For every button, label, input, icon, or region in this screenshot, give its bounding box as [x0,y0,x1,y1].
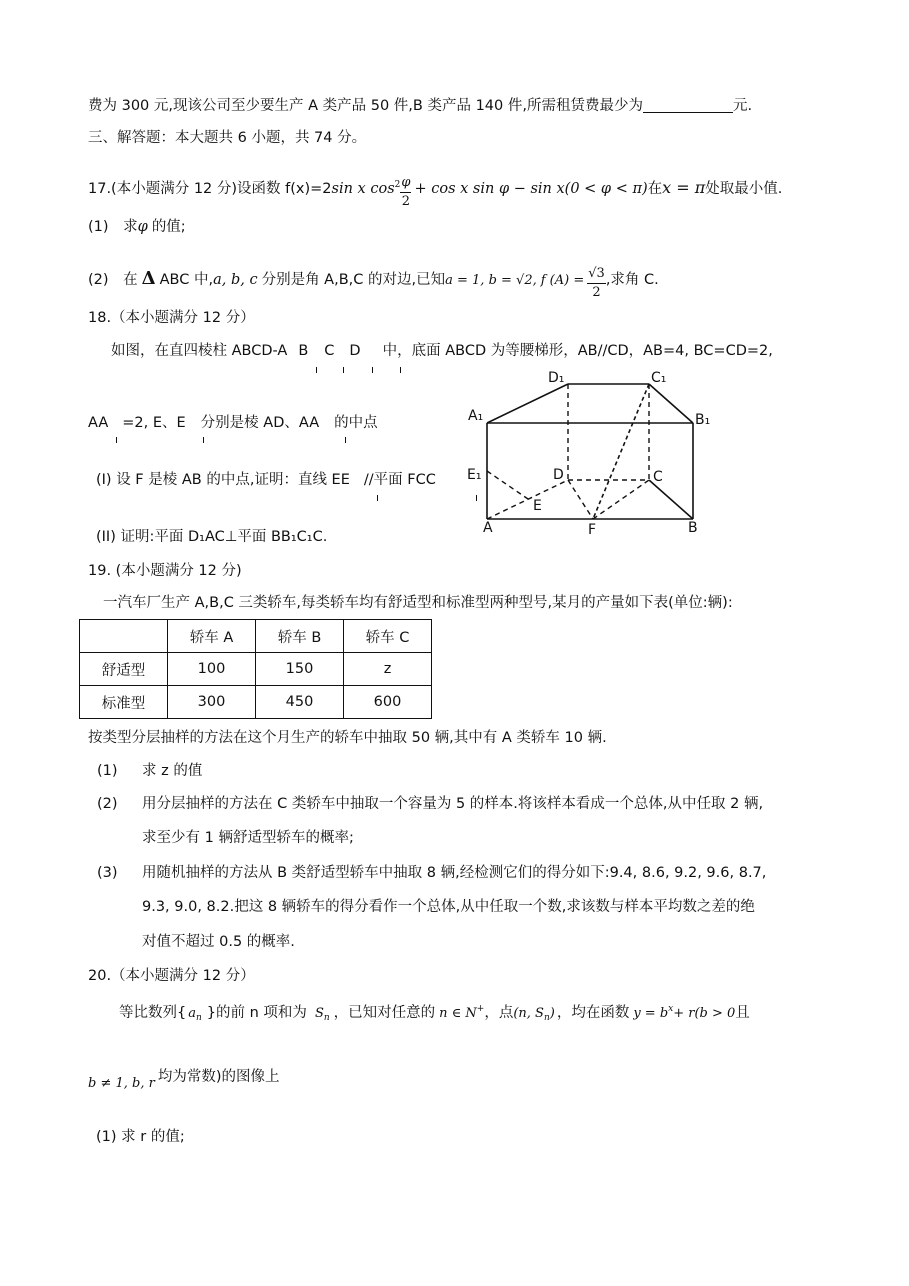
carryover-unit: 元. [732,98,753,114]
q20-l2-cond: b ≠ 1, b, r [88,1076,155,1091]
table-cell: z [344,653,432,686]
q17-statement [88,174,782,211]
q17-given: a = 1, b = √2, [445,273,537,288]
subscript-tick [116,437,117,443]
table-cell: 舒适型 [80,653,168,686]
q19-part3-num: (3) [97,865,118,881]
q17-lead: 17.(本小题满分 12 分)设函数 f(x)=2 [88,181,332,197]
q20-point-sub: n [543,1013,550,1023]
q18-l2-b: =2, E、E [122,415,186,431]
q18-l1-e: 中，底面 ABCD 为等腰梯形，AB//CD，AB=4, BC=CD=2, [382,343,773,359]
q20-fn: y = b [633,1006,669,1021]
q20-point: (n, S [513,1006,544,1021]
label-B1: B₁ [695,412,711,428]
q17-part2-b: ABC 中, [159,272,214,288]
q20-l1-a: 等比数列{ [119,1005,187,1021]
subscript-tick [316,367,317,373]
label-C1: C₁ [651,370,667,386]
q20-an: a [188,1006,196,1021]
label-C: C [653,469,663,485]
q18-line1 [111,344,773,359]
q18-l2-a: AA [88,415,109,431]
table-header-cell [80,620,168,653]
q17-part2-num: (2) [88,272,109,288]
q18-l1-a: 如图，在直四棱柱 ABCD-A [111,343,288,359]
label-E: E [533,498,542,514]
q20-point-end: ) [549,1006,555,1021]
table-header-cell: 轿车 A [168,620,256,653]
subscript-tick [343,367,344,373]
q20-l1-f: 且 [735,1005,750,1021]
q17-sides: a, b, c [213,272,258,288]
edge-c1-b1 [649,384,693,423]
q19-after-table: 按类型分层抽样的方法在这个月生产的轿车中抽取 50 辆,其中有 A 类轿车 10 辆. [88,730,607,746]
table-row [80,686,432,719]
table-row [80,653,432,686]
q17-p2-frac-den: 2 [592,285,601,300]
table-header-cell: 轿车 C [344,620,432,653]
q19-part1: 求 z 的值 [142,763,203,779]
label-A1: A₁ [468,408,484,424]
q17-part1-phi: φ [137,219,148,235]
q20-l2-a: 均为常数)的图像上 [157,1069,280,1085]
edge-b-c [649,480,693,519]
q17-function-b: + cos x sin φ − sin x(0 < φ < π) [414,181,648,197]
q18-l2-d: 的中点 [334,415,378,431]
subscript-tick [203,437,204,443]
q17-part1-a: 求 [123,219,138,235]
q17-frac-num: φ [400,174,411,193]
q17-part1 [88,220,186,235]
segment-c1-f [593,384,649,519]
q20-fn-sup: x [668,1004,674,1014]
table-cell: 标准型 [80,686,168,719]
label-F: F [588,522,597,538]
carryover-line [88,98,752,114]
q17-fraction [400,174,411,211]
edge-a1-d1 [487,384,568,423]
subscript-tick [345,437,346,443]
label-A: A [483,520,493,536]
label-D1: D₁ [548,370,565,386]
q20-l1-e: ，均在函数 [556,1005,630,1021]
q18-l1-b: B [298,343,309,359]
prism-figure [460,362,720,542]
label-D: D [553,467,564,483]
table-cell: 600 [344,686,432,719]
table-cell: 150 [256,653,344,686]
q19-part2-line1: 用分层抽样的方法在 C 类轿车中抽取一个容量为 5 的样本.将该样本看成一个总体,从中任取 2 辆, [142,796,764,812]
label-B: B [688,520,698,536]
q17-part2-a: 在 [123,272,138,288]
table-cell: 300 [168,686,256,719]
q18-header: 18.（本小题满分 12 分） [88,310,255,326]
q18-l1-d: D [349,343,361,359]
q19-part2-line2: 求至少有 1 辆舒适型轿车的概率; [142,830,354,846]
q20-sn: S [314,1006,324,1021]
q17-part2 [88,265,659,302]
q17-mid: 在 [647,181,663,197]
q19-part3-line3: 对值不超过 0.5 的概率. [142,934,295,950]
q17-function-sup: 2 [394,180,401,190]
q17-fa: f (A) = [540,273,585,288]
production-table [79,619,432,719]
q17-triangle-symbol: Δ [141,268,156,289]
q19-part1-num: (1) [97,763,118,779]
label-E1: E₁ [467,467,482,483]
q19-part3-line1: 用随机抽样的方法从 B 类舒适型轿车中抽取 8 辆,经检测它们的得分如下:9.4, 8.6, 9.2, 9.6, 8.7, [142,865,767,881]
answer-blank [643,98,733,113]
q18-part2: (II) 证明:平面 D₁AC⊥平面 BB₁C₁C. [96,529,328,545]
q19-intro: 一汽车厂生产 A,B,C 三类轿车,每类轿车均有舒适型和标准型两种型号,某月的产量如下表(单位:辆): [103,595,733,611]
q19-part3-line2: 9.3, 9.0, 8.2.把这 8 辆轿车的得分看作一个总体,从中任取一个数,求该数与样本平均数之差的绝 [142,899,755,915]
q18-line2 [88,416,378,431]
subscript-tick [372,367,373,373]
q19-part2-num: (2) [97,796,118,812]
q19-header: 19. (本小题满分 12 分) [88,563,242,579]
segment-d-f [568,480,593,519]
table-cell: 100 [168,653,256,686]
section-heading: 三、解答题：本大题共 6 小题，共 74 分。 [88,130,367,146]
q17-part2-c: 分别是角 A,B,C 的对边,已知 [261,272,446,288]
q20-part1: (1) 求 r 的值; [96,1129,185,1145]
q18-part1-a: (I) 设 F 是棱 AB 的中点,证明：直线 EE [96,472,350,488]
q17-part2-d: ,求角 C. [605,272,659,288]
q17-part2-fraction [587,265,606,302]
q17-part1-num: (1) [88,219,109,235]
table-cell: 450 [256,686,344,719]
q20-fn-b: + r(b > 0 [673,1006,736,1021]
q20-n: n ∈ N [439,1006,477,1021]
subscript-tick [400,367,401,373]
q20-an-sub: n [196,1013,202,1023]
q20-l1-d: ，点 [484,1005,514,1021]
table-header-row [80,620,432,653]
q20-line2 [88,1069,280,1091]
q17-p2-frac-num: √3 [587,265,606,284]
q17-function-a: sin x cos [331,181,395,197]
q17-condition: x = π [662,178,706,197]
segment-e1-e [487,471,528,499]
q18-part1-b: //平面 FCC [363,472,436,488]
q18-l2-c: 分别是棱 AD、AA [200,415,320,431]
q17-part1-b: 的值; [151,219,186,235]
q20-sn-sub: n [323,1013,330,1023]
q20-header: 20.（本小题满分 12 分） [88,968,255,984]
q20-l1-c: ，已知对任意的 [333,1005,436,1021]
carryover-text: 费为 300 元,现该公司至少要生产 A 类产品 50 件,B 类产品 140 件,所需租赁费最少为 [88,98,643,114]
q20-l1-b: }的前 n 项和为 [206,1005,307,1021]
q20-n-sup: + [476,1004,485,1014]
table-header-cell: 轿车 B [256,620,344,653]
q18-part1 [96,473,436,488]
subscript-tick [377,495,378,501]
segment-f-c [593,480,649,519]
q17-frac-den: 2 [401,194,411,209]
q18-l1-c: C [324,343,335,359]
q20-line1 [119,1005,750,1023]
q17-tail: 处取最小值. [705,181,783,197]
